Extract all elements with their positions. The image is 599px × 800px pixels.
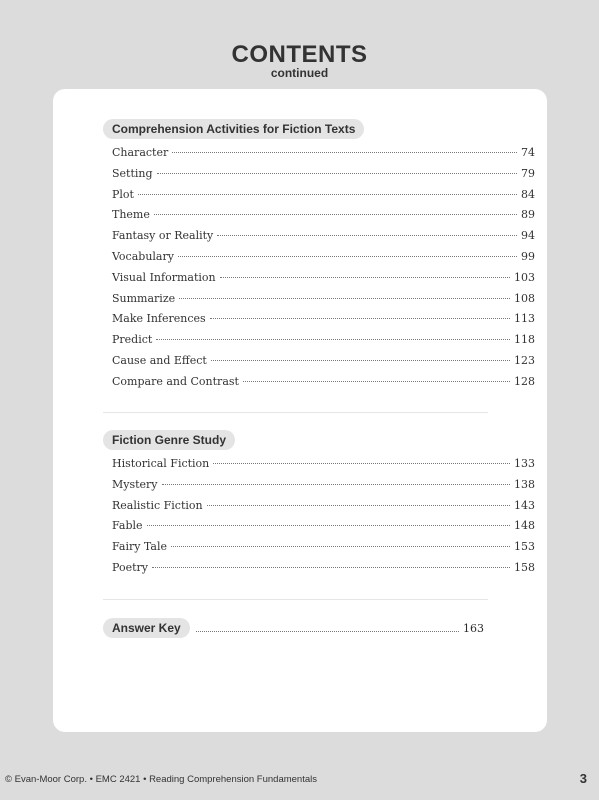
toc-entry-page: 138 (514, 477, 535, 491)
toc-entry-page: 89 (521, 208, 535, 222)
toc-entry-label: Historical Fiction (112, 457, 210, 470)
section-heading-fiction-activities: Comprehension Activities for Fiction Texts (103, 119, 364, 139)
dot-leader (211, 360, 510, 361)
toc-entry[interactable] (112, 375, 535, 396)
toc-entry-label: Visual Information (112, 270, 216, 284)
dot-leader (196, 631, 459, 632)
toc-entry-page: 94 (521, 229, 535, 243)
toc-entry[interactable] (112, 478, 535, 499)
toc-entry-label: Compare and Contrast (112, 374, 239, 388)
footer-publisher: © Evan-Moor Corp. • EMC 2421 • Reading Comprehension Fundamentals (5, 774, 317, 785)
toc-entry-page: 158 (514, 560, 535, 574)
toc-entry-label: Predict (112, 333, 153, 347)
toc-entry-page: 118 (514, 333, 535, 347)
toc-entry-label: Theme (112, 208, 150, 222)
toc-entry[interactable] (112, 312, 535, 333)
toc-entry[interactable] (112, 229, 535, 250)
toc-entry[interactable] (112, 208, 535, 229)
toc-entry[interactable] (112, 519, 535, 540)
toc-entry-label: Mystery (112, 477, 158, 491)
toc-entry[interactable] (112, 540, 535, 561)
toc-entry-page: 108 (514, 291, 535, 305)
dot-leader (207, 505, 510, 506)
toc-entry-label: Summarize (112, 291, 176, 305)
toc-entry-label: Plot (112, 187, 134, 201)
toc-entry-label: Realistic Fiction (112, 498, 203, 512)
toc-entry-answer-key[interactable] (103, 618, 484, 638)
toc-list-fiction-activities (112, 146, 535, 396)
toc-entry-label: Make Inferences (112, 312, 206, 326)
toc-entry[interactable] (112, 561, 535, 582)
toc-entry[interactable] (112, 292, 535, 313)
toc-entry-page: 84 (521, 187, 535, 201)
toc-entry-page: 103 (514, 270, 535, 284)
dot-leader (217, 235, 517, 236)
page-title: CONTENTS (231, 41, 368, 68)
toc-entry-page: 74 (521, 146, 535, 159)
toc-entry[interactable] (112, 499, 535, 520)
dot-leader (156, 339, 510, 340)
dot-leader (172, 152, 517, 153)
toc-entry-page: 143 (514, 498, 535, 512)
dot-leader (171, 546, 510, 547)
toc-entry-label: Character (112, 146, 169, 159)
dot-leader (162, 484, 510, 485)
dot-leader (243, 381, 510, 382)
dot-leader (179, 298, 510, 299)
dot-leader (178, 256, 517, 257)
toc-entry-label: Cause and Effect (112, 353, 207, 367)
toc-entry[interactable] (112, 271, 535, 292)
dot-leader (210, 318, 510, 319)
toc-entry[interactable] (112, 250, 535, 271)
toc-entry-label: Fantasy or Reality (112, 229, 214, 243)
dot-leader (220, 277, 510, 278)
toc-entry[interactable] (112, 457, 535, 478)
toc-entry-label: Fairy Tale (112, 540, 167, 554)
toc-entry-page: 153 (514, 540, 535, 554)
section-heading-answer-key: Answer Key (103, 618, 190, 638)
dot-leader (138, 194, 517, 195)
toc-entry-page: 148 (514, 519, 535, 533)
toc-entry[interactable] (112, 354, 535, 375)
section-divider (103, 599, 488, 600)
section-divider (103, 412, 488, 413)
dot-leader (213, 463, 510, 464)
dot-leader (154, 214, 517, 215)
toc-entry-label: Fable (112, 519, 143, 533)
toc-entry-page: 163 (463, 621, 484, 635)
toc-entry[interactable] (112, 146, 535, 167)
toc-entry-page: 128 (514, 374, 535, 388)
dot-leader (147, 525, 510, 526)
page-subtitle: continued (270, 66, 329, 80)
toc-entry[interactable] (112, 188, 535, 209)
toc-entry-page: 113 (514, 312, 535, 326)
section-heading-genre-study: Fiction Genre Study (103, 430, 235, 450)
toc-entry-page: 99 (521, 249, 535, 263)
toc-list-genre-study (112, 457, 535, 582)
toc-entry-page: 133 (514, 457, 535, 470)
dot-leader (157, 173, 517, 174)
toc-entry[interactable] (112, 333, 535, 354)
toc-entry-label: Vocabulary (112, 249, 174, 263)
toc-entry[interactable] (112, 167, 535, 188)
toc-entry-page: 79 (521, 166, 535, 180)
toc-entry-label: Setting (112, 166, 153, 180)
toc-entry-label: Poetry (112, 560, 148, 574)
dot-leader (152, 567, 510, 568)
toc-entry-page: 123 (514, 353, 535, 367)
contents-card (53, 89, 547, 732)
footer-page-number: 3 (579, 771, 587, 786)
